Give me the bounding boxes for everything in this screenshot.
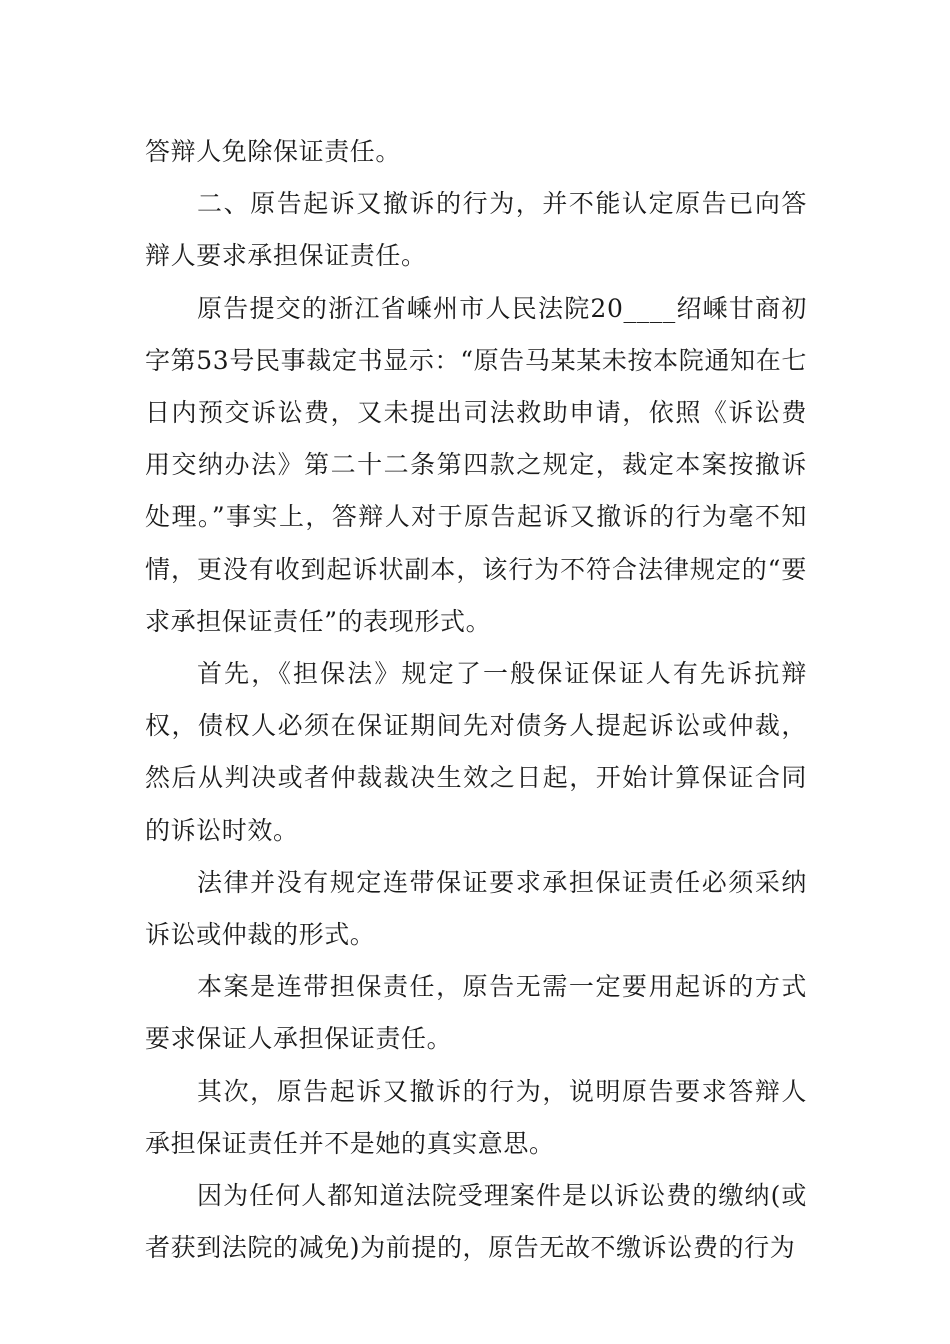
paragraph-2: 二、原告起诉又撤诉的行为，并不能认定原告已向答辩人要求承担保证责任。: [145, 189, 807, 271]
paragraph-5: 法律并没有规定连带保证要求承担保证责任必须采纳诉讼或仲裁的形式。: [145, 867, 807, 950]
paragraph-6: 本案是连带担保责任，原告无需一定要用起诉的方式要求保证人承担保证责任。: [145, 972, 807, 1054]
paragraph-1: 答辩人免除保证责任。: [145, 137, 402, 166]
paragraph-3: 原告提交的浙江省嵊州市人民法院20____绍嵊甘商初字第53号民事裁定书显示：“原告马某某未按本院通知在七日内预交诉讼费，又未提出司法救助申请，依照《诉讼费用交纳办法》第二十二条第四款之规定，裁定本案按撤诉处理。”事实上，答辩人对于原告起诉又撤诉的行为毫不知情，更没有收到起诉状副本，该行为不符合法律规定的“要求承担保证责任”的表现形式。: [145, 293, 807, 636]
paragraph-7: 其次，原告起诉又撤诉的行为，说明原告要求答辩人承担保证责任并不是她的真实意思。: [145, 1076, 807, 1158]
document-body: [145, 126, 807, 1274]
paragraph-8: 因为任何人都知道法院受理案件是以诉讼费的缴纳(或者获到法院的减免)为前提的，原告无故不缴诉讼费的行为: [145, 1181, 807, 1263]
paragraph-4: 首先，《担保法》规定了一般保证保证人有先诉抗辩权，债权人必须在保证期间先对债务人提起诉讼或仲裁，然后从判决或者仲裁裁决生效之日起，开始计算保证合同的诉讼时效。: [145, 659, 807, 845]
